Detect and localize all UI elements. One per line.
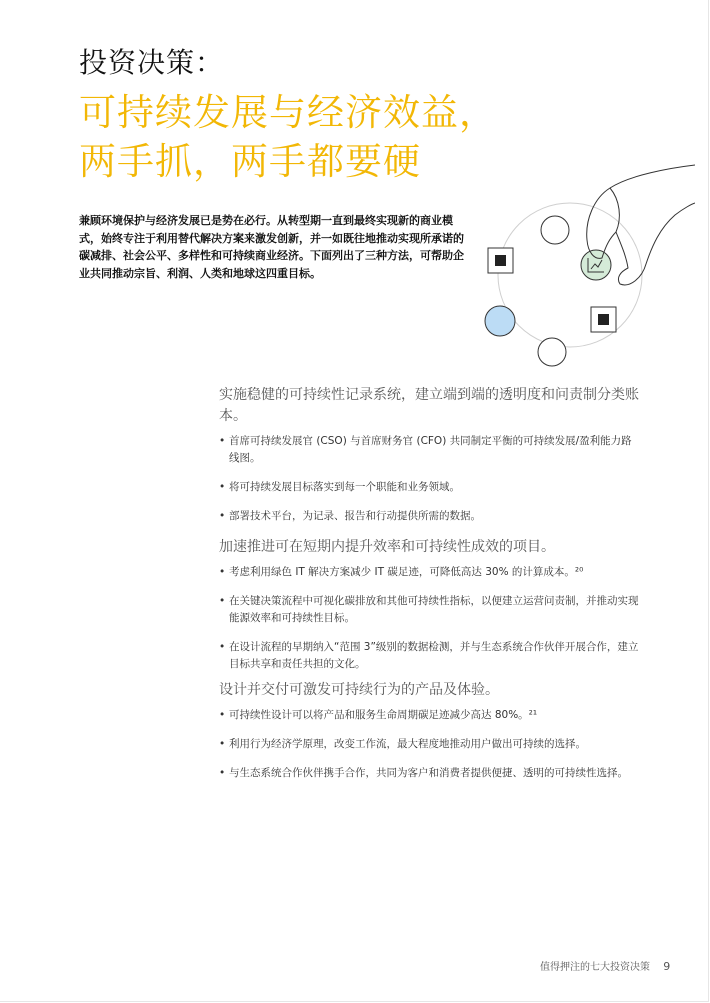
list-item: • 首席可持续发展官 (CSO) 与首席财务官 (CFO) 共同制定平衡的可持续发展/盈利能力路线图。 xyxy=(219,433,639,467)
bottom-circle xyxy=(538,338,566,366)
blue-circle xyxy=(485,306,515,336)
section-record-system xyxy=(219,385,639,537)
list-item: • 可持续性设计可以将产品和服务生命周期碳足迹减少高达 80%。²¹ xyxy=(219,707,639,724)
page-number: 9 xyxy=(663,960,671,973)
footer-label: 值得押注的七大投资决策 xyxy=(540,962,650,973)
list-item: • 部署技术平台，为记录、报告和行动提供所需的数据。 xyxy=(219,508,639,525)
list-item: • 利用行为经济学原理，改变工作流，最大程度地推动用户做出可持续的选择。 xyxy=(219,736,639,753)
section-heading: 设计并交付可激发可持续行为的产品及体验。 xyxy=(219,682,499,698)
square-icon-left xyxy=(495,255,506,266)
section-sustainable-products xyxy=(219,680,639,794)
bullet-list xyxy=(219,564,639,673)
list-item: • 与生态系统合作伙伴携手合作，共同为客户和消费者提供便捷、透明的可持续性选择。 xyxy=(219,765,639,782)
list-item: • 在设计流程的早期纳入“范围 3”级别的数据检测，并与生态系统合作伙伴开展合作，建立目标共享和责任共担的文化。 xyxy=(219,639,639,673)
page-footer xyxy=(540,958,670,973)
list-item: • 将可持续发展目标落实到每一个职能和业务领域。 xyxy=(219,479,639,496)
title-line2: 可持续发展与经济效益， xyxy=(79,91,497,134)
title-line1: 投资决策： xyxy=(79,46,225,79)
list-item: • 考虑利用绿色 IT 解决方案减少 IT 碳足迹，可降低高达 30% 的计算成本。²⁰ xyxy=(219,564,639,581)
hand-finger xyxy=(610,188,619,232)
bullet-list xyxy=(219,707,639,782)
list-item: • 在关键决策流程中可视化碳排放和其他可持续性指标，以便建立运营问责制，并推动实现能源效率和可持续性目标。 xyxy=(219,593,639,627)
hand-cycle-illustration xyxy=(470,160,695,375)
section-accelerate-projects xyxy=(219,537,639,685)
top-circle xyxy=(541,216,569,244)
bullet-list xyxy=(219,433,639,525)
section-heading: 加速推进可在短期内提升效率和可持续性成效的项目。 xyxy=(219,539,555,555)
section-heading: 实施稳健的可持续性记录系统，建立端到端的透明度和问责制分类账本。 xyxy=(219,387,639,424)
cycle-ring xyxy=(498,203,642,347)
title-line3: 两手抓，两手都要硬 xyxy=(79,140,421,183)
intro-paragraph: 兼顾环境保护与经济发展已是势在必行。从转型期一直到最终实现新的商业模式，始终专注于利用替代解决方案来激发创新，并一如既往地推动实现所承诺的碳减排、社会公平、多样性和可持续商业经济。下面列出了三种方法，可帮助企业共同推动宗旨、利润、人类和地球这四重目标。 xyxy=(79,214,464,280)
square-icon-right xyxy=(598,314,609,325)
